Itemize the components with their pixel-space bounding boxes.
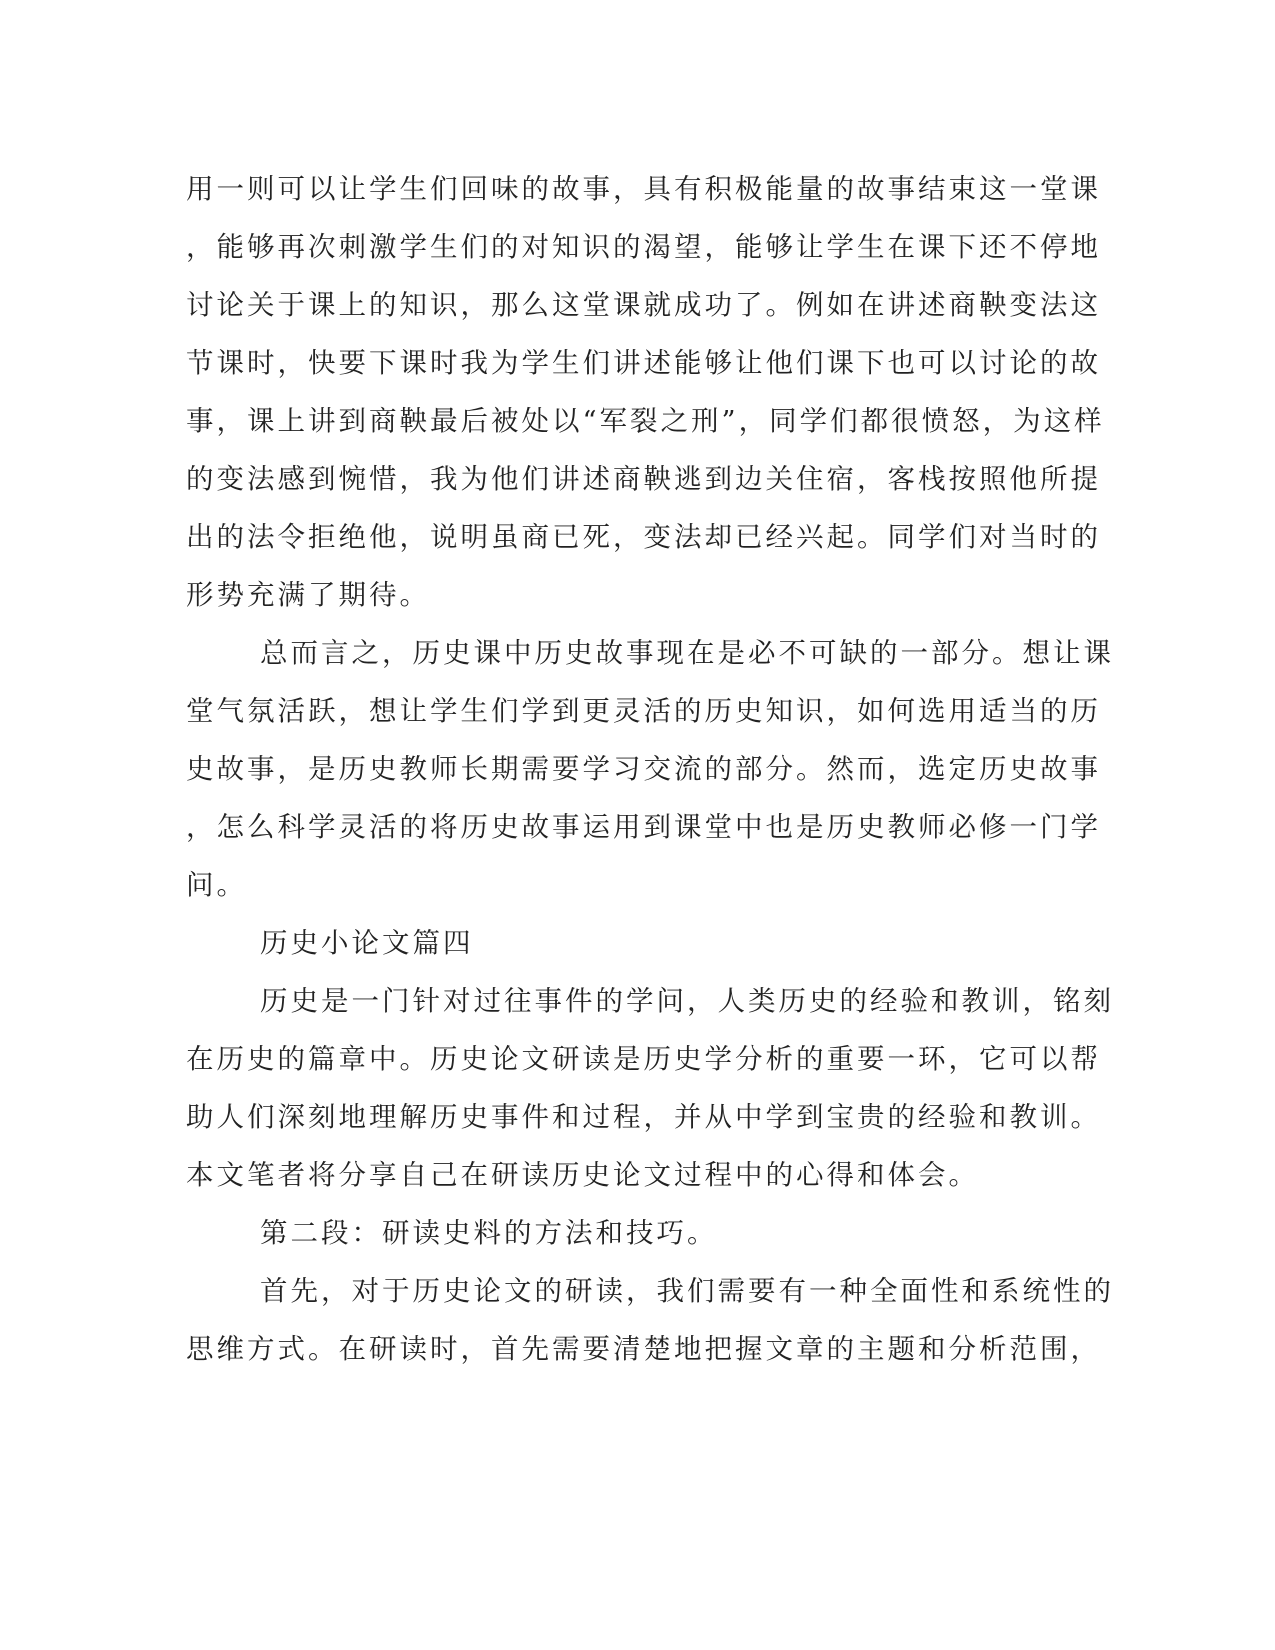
text-line: 形势充满了期待。	[186, 579, 430, 611]
text-line: 堂气氛活跃，想让学生们学到更灵活的历史知识，如何选用适当的历	[186, 695, 1101, 727]
subsection-heading: 第二段：研读史料的方法和技巧。	[260, 1217, 718, 1249]
section-heading: 历史小论文篇四	[260, 927, 474, 959]
text-line: ，怎么科学灵活的将历史故事运用到课堂中也是历史教师必修一门学	[186, 811, 1101, 843]
text-line: 史故事，是历史教师长期需要学习交流的部分。然而，选定历史故事	[186, 753, 1101, 785]
body-text	[186, 160, 1114, 1378]
text-line: 思维方式。在研读时，首先需要清楚地把握文章的主题和分析范围，	[186, 1333, 1101, 1365]
text-line: 的变法感到惋惜，我为他们讲述商鞅逃到边关住宿，客栈按照他所提	[186, 463, 1101, 495]
text-line: 事，课上讲到商鞅最后被处以“军裂之刑”，同学们都很愤怒，为这样	[186, 405, 1105, 437]
paragraph-start-line: 总而言之，历史课中历史故事现在是必不可缺的一部分。想让课	[260, 637, 1114, 669]
text-line: 在历史的篇章中。历史论文研读是历史学分析的重要一环，它可以帮	[186, 1043, 1101, 1075]
text-line: 助人们深刻地理解历史事件和过程，并从中学到宝贵的经验和教训。	[186, 1101, 1101, 1133]
text-line: 问。	[186, 869, 247, 901]
paragraph-start-line: 历史是一门针对过往事件的学问，人类历史的经验和教训，铭刻	[260, 985, 1114, 1017]
text-line: 讨论关于课上的知识，那么这堂课就成功了。例如在讲述商鞅变法这	[186, 289, 1101, 321]
text-line: 节课时，快要下课时我为学生们讲述能够让他们课下也可以讨论的故	[186, 347, 1101, 379]
text-line: 本文笔者将分享自己在研读历史论文过程中的心得和体会。	[186, 1159, 979, 1191]
text-line: ，能够再次刺激学生们的对知识的渴望，能够让学生在课下还不停地	[186, 231, 1101, 263]
paragraph-start-line: 首先，对于历史论文的研读，我们需要有一种全面性和系统性的	[260, 1275, 1114, 1307]
text-line: 用一则可以让学生们回味的故事，具有积极能量的故事结束这一堂课	[186, 173, 1101, 205]
text-line: 出的法令拒绝他，说明虽商已死，变法却已经兴起。同学们对当时的	[186, 521, 1101, 553]
